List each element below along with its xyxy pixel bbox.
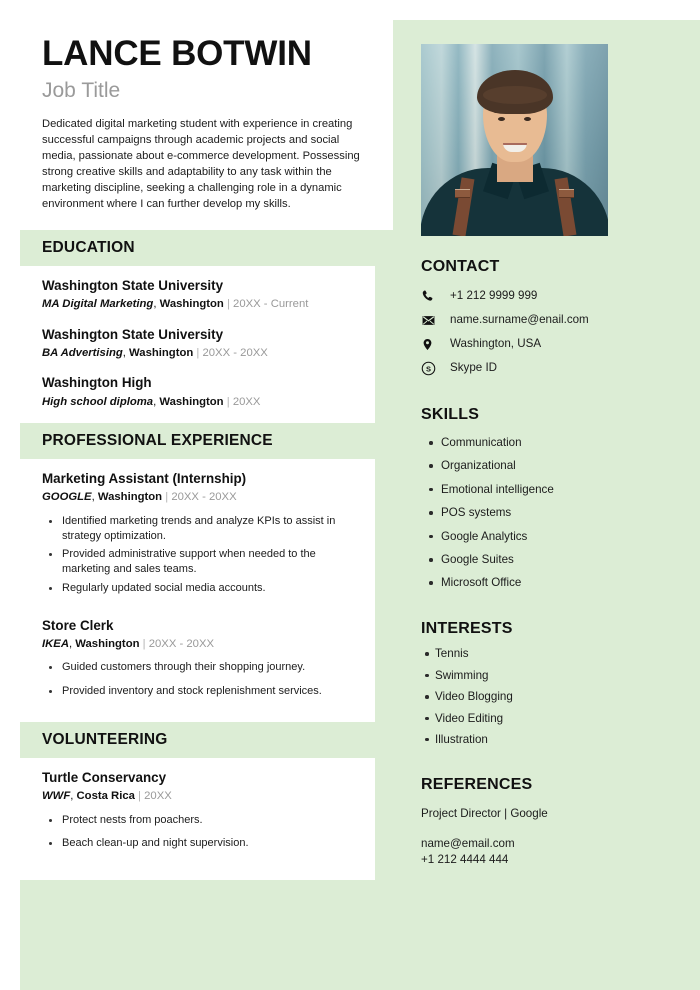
left-column [20,20,393,880]
section-title-references: REFERENCES [421,775,533,793]
entry-meta [42,789,359,804]
section-header-education [20,230,393,266]
photo-eye-right [524,117,531,121]
avatar [421,44,608,236]
entry-title: Washington State University [42,326,224,342]
contact-row-phone[interactable] [421,288,679,304]
pipe-separator: | [223,395,233,408]
photo-suspender-clip-left [455,189,470,198]
profile-summary: Dedicated digital marketing student with experience in creating successful campaigns through academic projects and social media, passionate about e-commerce development. Possessing strong creative skills and adaptability to any task within the marketing discipline, seeking a challenging role in a dynamic environment where I can further develop my skills. [42,117,360,210]
entry-meta [42,637,359,652]
section-title: PROFESSIONAL EXPERIENCE [42,432,273,450]
interests-list [421,647,679,747]
reference-role: Project Director | Google [421,806,548,820]
bullet-item: Provided administrative support when needed to the marketing and sales teams. [60,547,359,576]
list-item: Illustration [435,733,679,747]
education-entry [42,375,359,409]
comma-separator: , [153,298,160,311]
comma-separator: , [70,789,77,802]
entry-org: BA Advertising [42,346,123,359]
entry-org: High school diploma [42,395,154,408]
list-item: Google Analytics [441,530,679,544]
pipe-separator: | [139,637,149,650]
education-body [20,266,375,423]
experience-entry [42,618,359,699]
entry-dates: 20XX - 20XX [148,637,215,650]
bullet-item: Provided inventory and stock replenishment services. [60,684,359,699]
volunteering-entry [42,770,359,851]
comma-separator: , [91,491,98,504]
reference-email[interactable]: name@email.com [421,836,515,850]
entry-bullet-list [42,514,359,596]
pipe-separator: | [193,346,203,359]
list-item: Organizational [441,459,679,473]
entry-bullet-list [42,813,359,851]
header-block [20,20,393,230]
list-item: Communication [441,436,679,450]
photo-suspender-clip-right [559,189,574,198]
entry-dates: 20XX [232,395,261,408]
entry-bullet-list [42,660,359,698]
education-entry [42,278,359,312]
skills-list [421,436,679,590]
comma-separator: , [153,395,160,408]
contact-row-email[interactable] [421,312,679,328]
entry-dates: 20XX - Current [233,298,309,311]
entry-place: Washington [75,637,140,650]
contact-row-skype[interactable] [421,360,679,376]
contact-value: Washington, USA [450,337,542,351]
entry-place: Washington [159,395,224,408]
envelope-icon [421,312,441,328]
page-title: LANCE BOTWIN [42,34,312,73]
phone-icon [421,288,441,304]
contact-value: +1 212 9999 999 [450,289,538,303]
bullet-item: Regularly updated social media accounts. [60,581,359,596]
bullet-item: Beach clean-up and night supervision. [60,836,359,851]
interests-section [421,620,679,747]
list-item: Swimming [435,669,679,683]
list-item: Tennis [435,647,679,661]
references-section [421,776,679,869]
entry-org: MA Digital Marketing [42,298,154,311]
reference-phone[interactable]: +1 212 4444 444 [421,853,509,867]
photo-eye-left [498,117,505,121]
contact-row-location[interactable] [421,336,679,352]
section-title-interests: INTERESTS [421,620,513,638]
volunteering-body [20,758,375,880]
entry-title: Store Clerk [42,617,114,633]
entry-org: GOOGLE [42,491,92,504]
pipe-separator: | [223,298,234,311]
section-title: VOLUNTEERING [42,730,168,748]
contact-list [421,288,679,376]
entry-place: Washington [97,491,163,504]
entry-meta [42,297,359,312]
list-item: Video Blogging [435,690,679,704]
entry-place: Costa Rica [76,789,135,802]
spacer [421,823,679,836]
section-title-contact: CONTACT [421,258,500,275]
list-item: POS systems [441,506,679,520]
entry-meta [42,395,359,410]
pipe-separator: | [162,491,172,504]
right-column [421,44,679,869]
section-title: EDUCATION [42,238,135,256]
list-item: Google Suites [441,553,679,567]
entry-title: Marketing Assistant (Internship) [42,471,247,487]
contact-value: Skype ID [450,361,498,375]
photo-eyebrow-left [494,110,509,113]
entry-org: IKEA [42,637,69,650]
section-header-volunteering [20,722,393,758]
section-header-experience [20,423,393,459]
list-item: Emotional intelligence [441,483,679,497]
section-title-skills: SKILLS [421,406,480,423]
list-item: Microsoft Office [441,576,679,590]
entry-dates: 20XX - 20XX [202,346,268,359]
photo-eyebrow-right [520,110,535,113]
entry-org: WWF [42,789,71,802]
experience-entry [42,471,359,595]
skype-icon [421,360,441,376]
entry-dates: 20XX [144,789,172,802]
skills-section [421,406,679,590]
job-title: Job Title [42,78,121,102]
contact-value: name.surname@enail.com [450,313,589,327]
location-pin-icon [421,336,441,352]
entry-title: Washington State University [42,277,224,293]
experience-body [20,459,375,722]
pipe-separator: | [134,789,145,802]
entry-meta [42,490,359,505]
education-entry [42,327,359,361]
entry-dates: 20XX - 20XX [171,491,237,504]
entry-place: Washington [129,346,194,359]
entry-title: Turtle Conservancy [42,769,167,785]
bullet-item: Protect nests from poachers. [60,813,359,828]
entry-place: Washington [159,298,224,311]
bullet-item: Guided customers through their shopping journey. [60,660,359,675]
entry-meta [42,346,359,361]
list-item: Video Editing [435,712,679,726]
entry-title: Washington High [42,375,152,391]
comma-separator: , [122,346,130,359]
comma-separator: , [69,637,76,650]
svg-text:S: S [425,363,432,373]
bullet-item: Identified marketing trends and analyze KPIs to assist in strategy optimization. [60,514,359,543]
